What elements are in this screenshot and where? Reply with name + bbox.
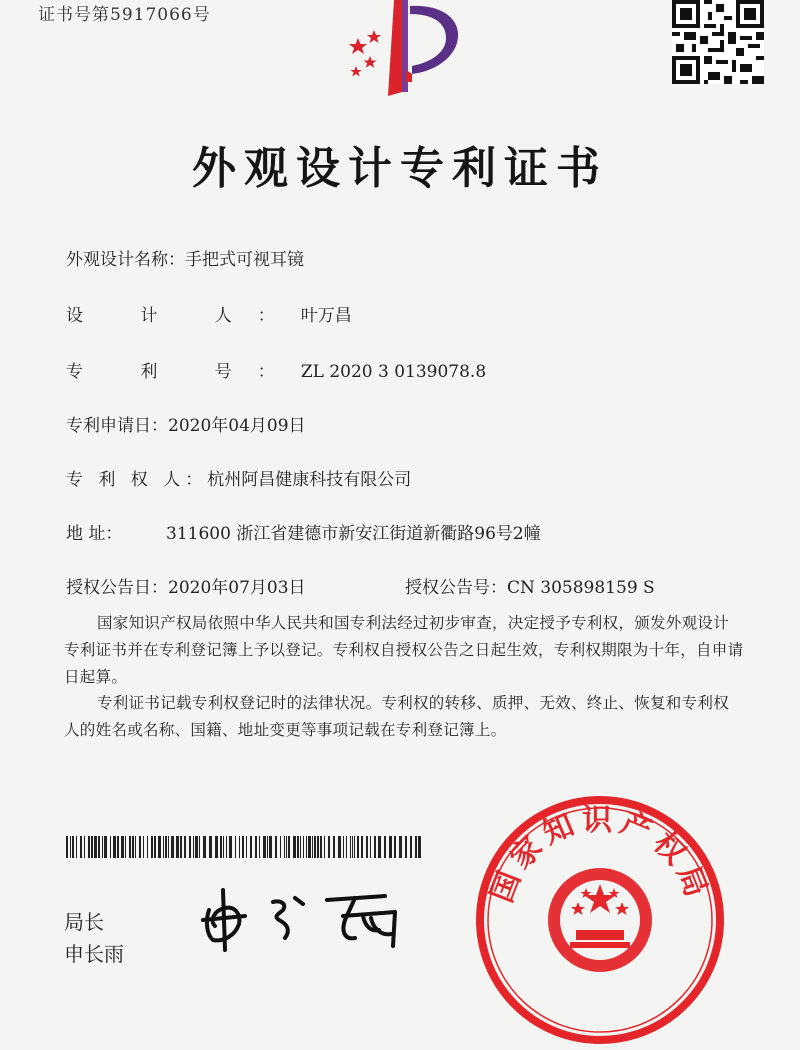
official-red-seal (470, 790, 730, 1050)
address-value: 311600 浙江省建德市新安江街道新衢路96号2幢 (166, 524, 541, 544)
patentee-row (66, 465, 411, 490)
grant-number-value: CN 305898159 S (507, 578, 655, 598)
certificate-title: 外观设计专利证书 (192, 143, 608, 194)
qr-code (672, 0, 764, 84)
designer-value: 叶万昌 (300, 306, 352, 326)
grant-number-row (405, 573, 655, 598)
design-name-label: 外观设计名称： (66, 250, 185, 270)
filing-date-label: 专利申请日： (66, 416, 168, 436)
patent-number-value: ZL 2020 3 0139078.8 (300, 362, 487, 382)
address-row (66, 519, 541, 544)
grant-number-label: 授权公告号： (405, 578, 507, 598)
grant-date-row (66, 573, 306, 598)
certificate-paragraph-2: 专利证书记载专利权登记时的法律状况。专利权的转移、质押、无效、终止、恢复和专利权人的姓名或名称、国籍、地址变更等事项记载在专利登记簿上。 (64, 694, 730, 739)
design-name-value: 手把式可视耳镜 (185, 250, 304, 270)
address-label: 地 址： (66, 524, 123, 544)
handwritten-signature (195, 880, 425, 955)
director-title: 局长 (64, 910, 104, 934)
certificate-paragraph-1: 国家知识产权局依照中华人民共和国专利法经过初步审查，决定授予专利权，颁发外观设计专利证书并在专利登记簿上予以登记。专利权自授权公告之日起生效，专利权期限为十年，自申请日起算。 (64, 614, 744, 686)
seal-text: 国家知识产权局 (484, 803, 716, 908)
grant-date-value: 2020年07月03日 (168, 578, 306, 598)
designer-label: 设 计 人： (66, 306, 301, 326)
certificate-number: 证书号第5917066号 (38, 5, 211, 25)
patent-number-row (66, 357, 486, 382)
director-name: 申长雨 (64, 942, 124, 966)
patentee-label: 专 利 权 人： (66, 470, 208, 490)
filing-date-row (66, 411, 306, 436)
cnipa-emblem-logo (328, 0, 478, 100)
design-name-row (66, 245, 304, 270)
patentee-value: 杭州阿昌健康科技有限公司 (207, 470, 412, 490)
grant-date-label: 授权公告日： (66, 578, 168, 598)
filing-date-value: 2020年04月09日 (168, 416, 306, 436)
patent-number-label: 专 利 号： (66, 362, 301, 382)
designer-row (66, 301, 352, 326)
barcode (66, 836, 421, 858)
